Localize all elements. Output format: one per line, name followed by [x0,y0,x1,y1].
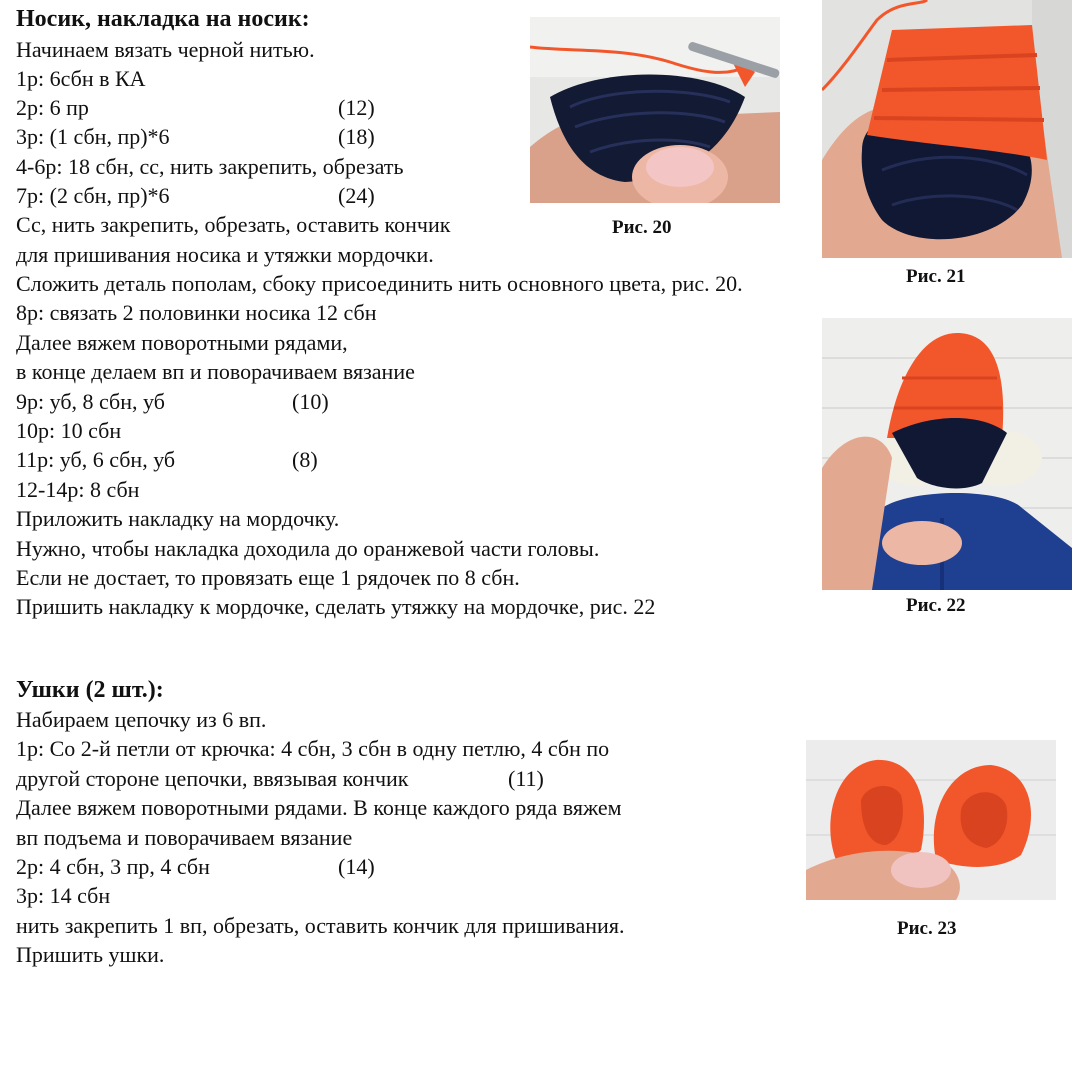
nose-line: Сложить деталь пополам, сбоку присоединить нить основного цвета, рис. 20. [16,271,743,296]
nose-line: Пришить накладку к мордочке, сделать утяжку на мордочке, рис. 22 [16,594,656,619]
nose-line: Далее вяжем поворотными рядами, [16,330,348,355]
crochet-ears-photo [806,740,1056,900]
nose-line: 10р: 10 сбн [16,418,122,443]
nose-line: 4-6р: 18 сбн, сс, нить закрепить, обрезать [16,154,404,179]
nose-line: 12-14р: 8 сбн [16,477,140,502]
figure-21-caption: Рис. 21 [906,266,966,287]
nose-line: 3р: (1 сбн, пр)*6 [16,124,170,149]
ears-line: 3р: 14 сбн [16,883,111,908]
stitch-count: (8) [292,447,318,472]
stitch-count: (10) [292,389,329,414]
figure-20-caption: Рис. 20 [612,217,672,238]
nose-line: 1р: 6сбн в КА [16,66,146,91]
crochet-nose-overlay-photo [822,0,1072,258]
nose-line: Если не достает, то провязать еще 1 рядочек по 8 сбн. [16,565,520,590]
stitch-count: (12) [338,95,375,120]
stitch-count: (11) [508,766,544,791]
figure-22-photo [822,318,1072,590]
stitch-count: (24) [338,183,375,208]
figure-23-photo [806,740,1056,900]
figure-23-caption: Рис. 23 [897,918,957,939]
ears-line: 1р: Со 2-й петли от крючка: 4 сбн, 3 сбн в одну петлю, 4 сбн по [16,736,610,761]
ears-section-title: Ушки (2 шт.): [16,677,164,703]
stitch-count: (14) [338,854,375,879]
nose-line: 8р: связать 2 половинки носика 12 сбн [16,300,377,325]
ears-line: 2р: 4 сбн, 3 пр, 4 сбн [16,854,210,879]
nose-line: Сс, нить закрепить, обрезать, оставить кончик [16,212,451,237]
ears-line: Далее вяжем поворотными рядами. В конце каждого ряда вяжем [16,795,622,820]
stitch-count: (18) [338,124,375,149]
nose-line: Нужно, чтобы накладка доходила до оранжевой части головы. [16,536,600,561]
crochet-doll-head-photo [822,318,1072,590]
ears-line: Набираем цепочку из 6 вп. [16,707,267,732]
ears-line: другой стороне цепочки, ввязывая кончик [16,766,409,791]
figure-20-photo [530,17,780,203]
nose-line: Приложить накладку на мордочку. [16,506,340,531]
figure-21-photo [822,0,1072,258]
nose-line: 9р: уб, 8 сбн, уб [16,389,165,414]
crochet-nose-photo [530,17,780,203]
nose-line: Начинаем вязать черной нитью. [16,37,315,62]
figure-22-caption: Рис. 22 [906,595,966,616]
ears-line: нить закрепить 1 вп, обрезать, оставить кончик для пришивания. [16,913,625,938]
nose-line: для пришивания носика и утяжки мордочки. [16,242,434,267]
ears-line: вп подъема и поворачиваем вязание [16,825,353,850]
nose-line: 7р: (2 сбн, пр)*6 [16,183,170,208]
nose-line: 2р: 6 пр [16,95,89,120]
nose-section-title: Носик, накладка на носик: [16,6,310,32]
ears-line: Пришить ушки. [16,942,165,967]
nose-line: 11р: уб, 6 сбн, уб [16,447,176,472]
nose-line: в конце делаем вп и поворачиваем вязание [16,359,415,384]
